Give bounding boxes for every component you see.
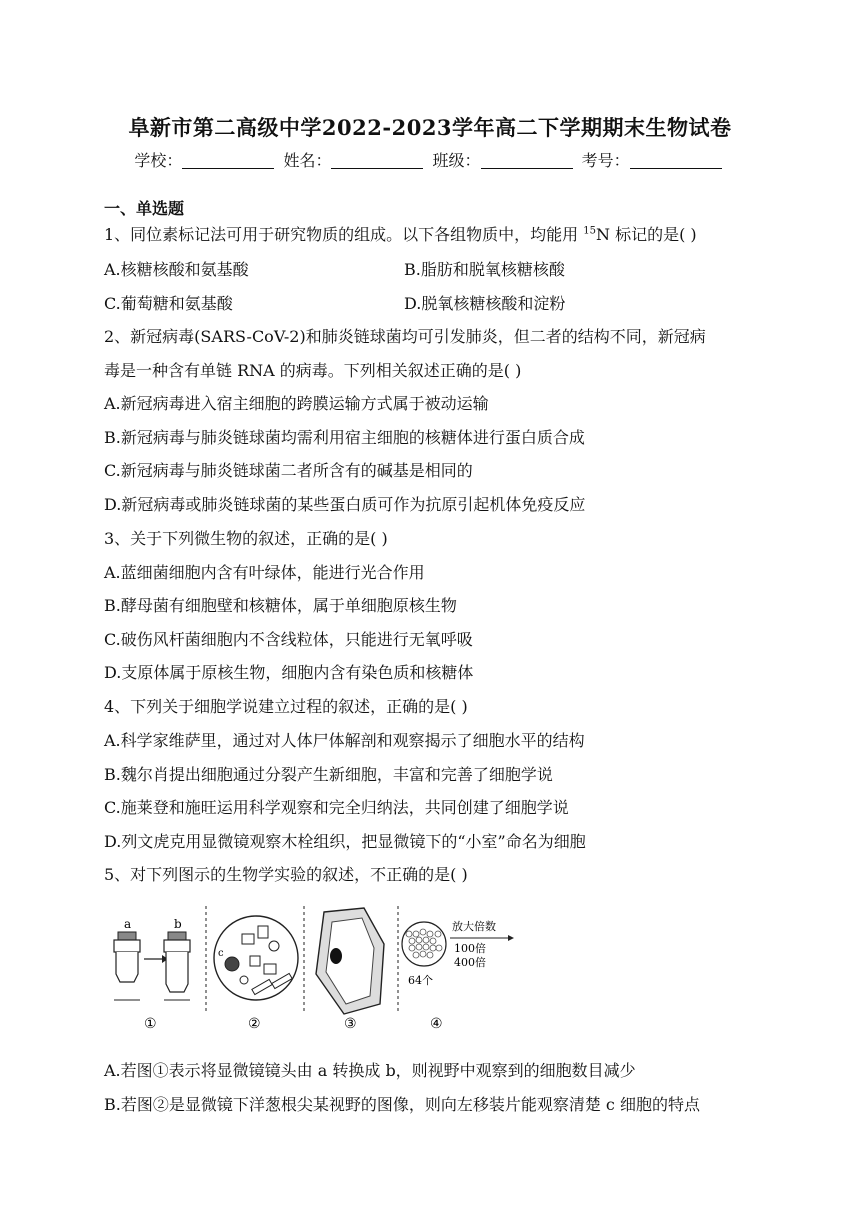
q4-option-a: A.科学家维萨里，通过对人体尸体解剖和观察揭示了细胞水平的结构 <box>104 731 585 750</box>
panel-4-number: ④ <box>430 1016 443 1032</box>
q1-option-d: D.脱氧核糖核酸和淀粉 <box>404 294 566 313</box>
cell-5 <box>264 964 276 974</box>
school-blank <box>182 152 274 169</box>
school-label: 学校： <box>134 151 183 170</box>
lens-b-label: b <box>174 917 182 931</box>
magnify-arrow-head <box>508 935 514 941</box>
q1-stem-suffix: N 标记的是( ) <box>596 225 697 244</box>
magnify-text: 放大倍数 <box>452 920 496 933</box>
cell-c <box>225 957 239 971</box>
lens-b-barrel <box>166 952 188 992</box>
class-blank <box>481 152 573 169</box>
count-text: 64个 <box>408 974 433 987</box>
cell-c-label: c <box>218 948 224 959</box>
q2-option-b: B.新冠病毒与肺炎链球菌均需利用宿主细胞的核糖体进行蛋白质合成 <box>104 428 585 447</box>
exam-number-label: 考号： <box>581 151 630 170</box>
q3-option-a: A.蓝细菌细胞内含有叶绿体，能进行光合作用 <box>104 563 425 582</box>
q4-option-c: C.施莱登和施旺运用科学观察和完全归纳法，共同创建了细胞学说 <box>104 798 569 817</box>
cell-4 <box>250 956 260 966</box>
q4-option-b: B.魏尔肖提出细胞通过分裂产生新细胞，丰富和完善了细胞学说 <box>104 765 553 784</box>
q2-option-d: D.新冠病毒或肺炎链球菌的某些蛋白质可作为抗原引起机体免疫反应 <box>104 495 586 514</box>
panel-1-lenses <box>114 917 190 1032</box>
lens-b-body <box>164 940 190 952</box>
q5-stem: 5、对下列图示的生物学实验的叙述，不正确的是( ) <box>104 865 468 884</box>
q5-option-b: B.若图②是显微镜下洋葱根尖某视野的图像，则向左移装片能观察清楚 c 细胞的特点 <box>104 1095 700 1114</box>
panel-2-number: ② <box>248 1016 261 1032</box>
q2-stem-line2: 毒是一种含有单链 RNA 的病毒。下列相关叙述正确的是( ) <box>104 361 522 380</box>
q3-option-d: D.支原体属于原核生物，细胞内含有染色质和核糖体 <box>104 663 474 682</box>
field-of-view-4 <box>402 922 446 966</box>
q1-stem-prefix: 1、同位素标记法可用于研究物质的组成。以下各组物质中，均能用 <box>104 225 584 244</box>
q2-option-a: A.新冠病毒进入宿主细胞的跨膜运输方式属于被动运输 <box>104 394 489 413</box>
lens-a-barrel <box>116 952 138 982</box>
panel-3-plant-cell <box>316 908 384 1032</box>
cell-3 <box>269 941 279 951</box>
q3-option-c: C.破伤风杆菌细胞内不含线粒体，只能进行无氧呼吸 <box>104 630 473 649</box>
panel-3-number: ③ <box>344 1016 357 1032</box>
lens-b-cap <box>168 932 186 940</box>
mag-from: 100倍 <box>454 942 486 955</box>
q1-stem-sup: 15 <box>583 225 597 237</box>
mag-to: 400倍 <box>454 956 486 969</box>
name-blank <box>331 152 423 169</box>
q1-option-a: A.核糖核酸和氨基酸 <box>104 260 249 279</box>
class-label: 班级： <box>432 151 481 170</box>
q2-option-c: C.新冠病毒与肺炎链球菌二者所含有的碱基是相同的 <box>104 461 473 480</box>
q3-option-b: B.酵母菌有细胞壁和核糖体，属于单细胞原核生物 <box>104 596 457 615</box>
q1-option-c: C.葡萄糖和氨基酸 <box>104 294 233 313</box>
lens-a-cap <box>118 932 136 940</box>
panel-2-root-tip <box>214 916 298 1032</box>
q4-stem: 4、下列关于细胞学说建立过程的叙述，正确的是( ) <box>104 697 468 716</box>
cell-2 <box>258 926 268 938</box>
cell-8 <box>240 976 248 984</box>
microscope-figure <box>104 904 524 1034</box>
q5-option-a: A.若图①表示将显微镜镜头由 a 转换成 b，则视野中观察到的细胞数目减少 <box>104 1061 636 1080</box>
name-label: 姓名： <box>283 151 332 170</box>
q1-option-b: B.脂肪和脱氧核糖核酸 <box>404 260 565 279</box>
nucleus <box>330 948 342 964</box>
exam-number-blank <box>630 152 722 169</box>
q3-stem: 3、关于下列微生物的叙述，正确的是( ) <box>104 529 388 548</box>
lens-a-body <box>114 940 140 952</box>
panel-1-number: ① <box>144 1016 157 1032</box>
cell-1 <box>242 934 254 944</box>
panel-4-cell-count <box>402 919 514 1032</box>
lens-a-label: a <box>124 917 132 931</box>
question-1-stem <box>104 222 697 245</box>
q2-stem-line1: 2、新冠病毒(SARS-CoV-2)和肺炎链球菌均可引发肺炎，但二者的结构不同，新冠病 <box>104 327 706 346</box>
exam-title: 阜新市第二高级中学2022-2023学年高二下学期期末生物试卷 <box>128 115 732 140</box>
student-info-row <box>0 148 860 171</box>
q4-option-d: D.列文虎克用显微镜观察木栓组织，把显微镜下的“小室”命名为细胞 <box>104 832 586 851</box>
section-title: 一、单选题 <box>104 199 185 218</box>
